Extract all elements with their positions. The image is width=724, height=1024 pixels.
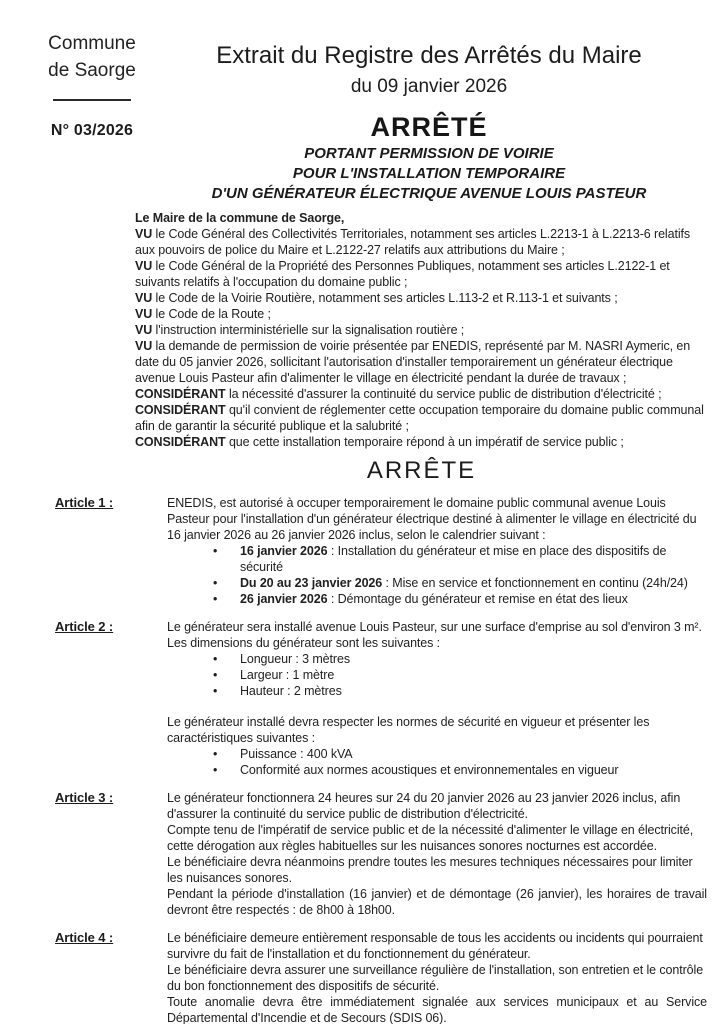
bullet-text: Largeur : 1 mètre xyxy=(240,668,335,682)
bullet-icon: • xyxy=(213,592,218,606)
preamble-clause xyxy=(135,322,708,338)
decree-subtitle-line-1: PORTANT PERMISSION DE VOIRIE xyxy=(304,145,554,162)
article-paragraph: Le générateur fonctionnera 24 heures sur 24 du 20 janvier 2026 au 23 janvier 2026 inclus, afin d'assurer la continuité du service public de distribution d'électricité. xyxy=(167,791,681,821)
article-3-label: Article 3 : xyxy=(55,790,114,805)
preamble-clause xyxy=(135,306,708,322)
bullet-text: Puissance : 400 kVA xyxy=(240,747,353,761)
bullet-rest: : Mise en service et fonctionnement en continu (24h/24) xyxy=(385,576,688,590)
register-date: du 09 janvier 2026 xyxy=(350,76,508,97)
bullet-icon: • xyxy=(213,668,218,682)
bullet-item xyxy=(167,683,707,699)
article-2-content xyxy=(167,619,707,778)
bullet-icon: • xyxy=(213,544,218,558)
bullet-text xyxy=(240,591,707,607)
decree-number: N° 03/2026 xyxy=(50,122,134,139)
article-paragraph: Le générateur sera installé avenue Louis Pasteur, sur une surface d'emprise au sol d'environ 3 m². Les dimensions du générateur sont les suivantes : xyxy=(167,620,702,650)
bullet-item xyxy=(167,543,707,575)
bullet-lead: 16 janvier 2026 xyxy=(240,544,328,558)
article-1 xyxy=(55,495,707,607)
clause-text: le Code Général des Collectivités Territoriales, notamment ses articles L.2213-1 à L.2213-6 relatifs aux pouvoirs de police du Maire et L.2122-27 relatifs aux attributions du Maire ; xyxy=(135,227,691,257)
article-paragraph: Toute anomalie devra être immédiatement signalée aux services municipaux et au Service Départemental d'Incendie et de Secours (SDIS 06). xyxy=(167,995,707,1024)
bullet-item xyxy=(167,667,707,683)
preamble-clause xyxy=(135,402,708,434)
bullet-rest: : Installation du générateur et mise en place des dispositifs de sécurité xyxy=(240,544,667,574)
clause-text: le Code de la Voirie Routière, notamment ses articles L.113-2 et R.113-1 et suivants ; xyxy=(155,291,618,305)
bullet-item xyxy=(167,762,707,778)
article-1-content xyxy=(167,495,707,607)
bullet-text xyxy=(240,575,707,591)
preamble-clause xyxy=(135,338,708,386)
commune-name-line2: de Saorge xyxy=(48,60,136,81)
bullet-icon: • xyxy=(213,763,218,777)
decree-subtitle-line-3: D'UN GÉNÉRATEUR ÉLECTRIQUE AVENUE LOUIS PASTEUR xyxy=(211,185,647,202)
articles-section xyxy=(55,495,707,1024)
bullet-text: Longueur : 3 mètres xyxy=(240,652,350,666)
article-paragraph: Pendant la période d'installation (16 janvier) et de démontage (26 janvier), les horaires de travail devront être respectés : de 8h00 à 18h00. xyxy=(167,887,707,917)
article-1-label: Article 1 : xyxy=(55,495,114,510)
article-paragraph: Le bénéficiaire demeure entièrement responsable de tous les accidents ou incidents qui pourraient survivre du fait de l'installation et du fonctionnement du générateur. xyxy=(167,931,703,961)
decree-subtitle xyxy=(150,144,708,204)
clause-keyword: VU xyxy=(135,323,153,337)
commune-name-line1: Commune xyxy=(48,33,136,54)
article-paragraph: ENEDIS, est autorisé à occuper temporairement le domaine public communal avenue Louis Pasteur pour l'installation d'un générateur électrique destiné à alimenter le village en électricité du 16 janvier 2026 au 26 janvier 2026 inclus, selon le calendrier suivant : xyxy=(167,496,697,542)
decree-title: ARRÊTÉ xyxy=(370,112,488,142)
article-paragraph: Le générateur installé devra respecter les normes de sécurité en vigueur et présenter les caractéristiques suivantes : xyxy=(167,715,650,745)
bullet-item xyxy=(167,746,707,762)
article-4 xyxy=(55,930,707,1024)
register-title: Extrait du Registre des Arrêtés du Maire xyxy=(216,42,642,69)
clause-keyword: VU xyxy=(135,259,153,273)
bullet-item xyxy=(167,651,707,667)
bullet-lead: 26 janvier 2026 xyxy=(240,592,328,606)
clause-text: le Code Général de la Propriété des Personnes Publiques, notamment ses articles L.2122-1 et suivants relatifs à l'occupation du domaine public ; xyxy=(135,259,670,289)
article-paragraph: Le bénéficiaire devra assurer une surveillance régulière de l'installation, son entretien et le contrôle du bon fonctionnement des dispositifs de sécurité. xyxy=(167,963,704,993)
preamble-clause xyxy=(135,290,708,306)
article-4-content xyxy=(167,930,707,1024)
bullet-text: Conformité aux normes acoustiques et environnementales en vigueur xyxy=(240,763,619,777)
article-3 xyxy=(55,790,707,918)
decree-subtitle-line-2: POUR L'INSTALLATION TEMPORAIRE xyxy=(292,165,566,182)
bullet-rest: : Démontage du générateur et remise en état des lieux xyxy=(330,592,628,606)
clause-text: qu'il convient de réglementer cette occupation temporaire du domaine public communal afin de garantir la sécurité publique et la salubrité ; xyxy=(135,403,704,433)
bullet-icon: • xyxy=(213,652,218,666)
article-paragraph: Le bénéficiaire devra néanmoins prendre toutes les mesures techniques nécessaires pour limiter les nuisances sonores. xyxy=(167,855,693,885)
bullet-text: Hauteur : 2 mètres xyxy=(240,684,342,698)
preamble-clause xyxy=(135,226,708,258)
clause-keyword: CONSIDÉRANT xyxy=(135,387,226,401)
clause-keyword: VU xyxy=(135,307,153,321)
preamble-clause xyxy=(135,258,708,290)
clause-text: que cette installation temporaire répond à un impératif de service public ; xyxy=(228,435,624,449)
clause-text: la demande de permission de voirie présentée par ENEDIS, représenté par M. NASRI Aymeric, en date du 05 janvier 2026, sollicitant l'autorisation d'installer temporairement un générateur électrique avenue Louis Pasteur afin d'alimenter le village en électricité pendant la durée de travaux ; xyxy=(135,339,691,385)
bullet-icon: • xyxy=(213,576,218,590)
register-header xyxy=(150,42,708,204)
clause-keyword: VU xyxy=(135,291,153,305)
article-2-label: Article 2 : xyxy=(55,619,114,634)
commune-block xyxy=(26,30,158,140)
clause-keyword: CONSIDÉRANT xyxy=(135,435,226,449)
clause-keyword: VU xyxy=(135,339,153,353)
article-4-label: Article 4 : xyxy=(55,930,114,945)
header-divider-line xyxy=(53,99,131,101)
article-2 xyxy=(55,619,707,778)
bullet-icon: • xyxy=(213,747,218,761)
clause-keyword: CONSIDÉRANT xyxy=(135,403,226,417)
bullet-item xyxy=(167,575,707,591)
arrete-section-heading: ARRÊTE xyxy=(366,457,477,484)
bullet-icon: • xyxy=(213,684,218,698)
preamble-clause xyxy=(135,386,708,402)
clause-text: l'instruction interministérielle sur la signalisation routière ; xyxy=(155,323,465,337)
bullet-item xyxy=(167,591,707,607)
article-paragraph: Compte tenu de l'impératif de service public et de la nécessité d'alimenter le village en électricité, cette dérogation aux règles habituelles sur les nuisances sonores nocturnes est accordée. xyxy=(167,823,694,853)
bullet-lead: Du 20 au 23 janvier 2026 xyxy=(240,576,383,590)
bullet-text xyxy=(240,543,707,575)
preamble-intro: Le Maire de la commune de Saorge, xyxy=(135,211,345,225)
preamble xyxy=(135,210,708,485)
article-3-content xyxy=(167,790,707,918)
clause-keyword: VU xyxy=(135,227,153,241)
preamble-clause xyxy=(135,434,708,450)
clause-text: la nécessité d'assurer la continuité du service public de distribution d'électricité ; xyxy=(228,387,662,401)
clause-text: le Code de la Route ; xyxy=(155,307,271,321)
